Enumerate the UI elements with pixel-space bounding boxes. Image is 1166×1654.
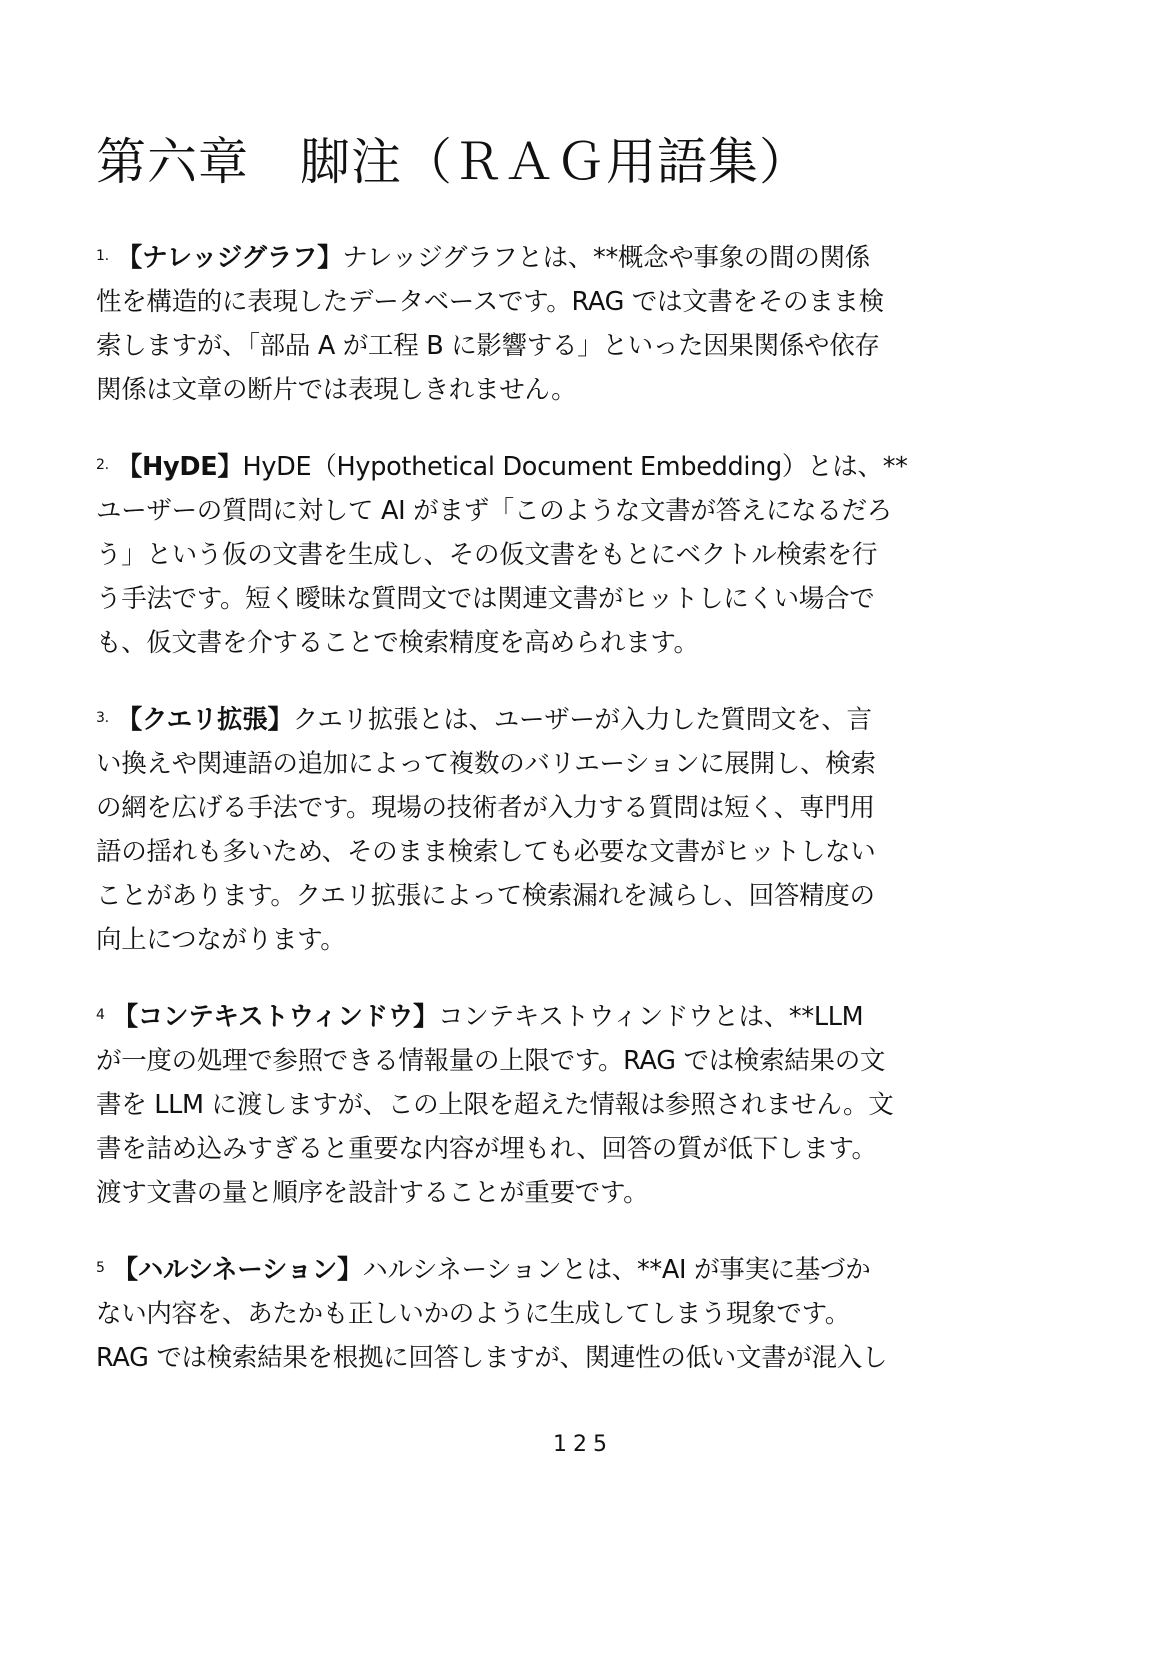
text-line <box>96 1292 1026 1336</box>
footnote-list <box>96 236 1026 1413</box>
text-line <box>96 742 1026 786</box>
text-line <box>96 698 1026 742</box>
text-line <box>96 1083 1026 1127</box>
text-line <box>96 621 1026 665</box>
text-line <box>96 368 1026 412</box>
line-text: 向上につながります。 <box>96 925 346 955</box>
footnote-number: 5 <box>96 1260 105 1276</box>
line-text: 索しますが、「部品 A が工程 B に影響する」といった因果関係や依存 <box>96 331 880 361</box>
text-line <box>96 918 1026 962</box>
text-line <box>96 577 1026 621</box>
line-text: い換えや関連語の追加によって複数のバリエーションに展開し、検索 <box>96 749 876 779</box>
footnote-entry <box>96 236 1026 412</box>
line-text: 書を LLM に渡しますが、この上限を超えた情報は参照されません。文 <box>96 1090 894 1120</box>
text-line <box>96 874 1026 918</box>
footnote-term: 【ナレッジグラフ】 <box>116 243 343 273</box>
text-line <box>96 1127 1026 1171</box>
page-title: 第六章 脚注（ＲＡＧ用語集） <box>96 133 810 191</box>
footnote-number: 3. <box>96 710 109 726</box>
line-text: RAG では検索結果を根拠に回答しますが、関連性の低い文書が混入し <box>96 1343 888 1373</box>
text-line <box>96 236 1026 280</box>
line-text: コンテキストウィンドウとは、**LLM <box>438 1002 864 1032</box>
text-line <box>96 995 1026 1039</box>
text-line <box>96 280 1026 324</box>
footnote-entry <box>96 1248 1026 1380</box>
footnote-number: 1. <box>96 248 109 264</box>
line-text: HyDE（Hypothetical Document Embedding）とは、** <box>242 452 908 482</box>
line-text: ない内容を、あたかも正しいかのように生成してしまう現象です。 <box>96 1299 850 1329</box>
footnote-term: 【コンテキストウィンドウ】 <box>112 1002 439 1032</box>
line-text: の網を広げる手法です。現場の技術者が入力する質問は短く、専門用 <box>96 793 875 823</box>
line-text: う手法です。短く曖昧な質問文では関連文書がヒットしにくい場合で <box>96 584 875 614</box>
line-text: 書を詰め込みすぎると重要な内容が埋もれ、回答の質が低下します。 <box>96 1134 877 1164</box>
footnote-term: 【HyDE】 <box>116 452 243 482</box>
text-line <box>96 1248 1026 1292</box>
footnote-entry <box>96 995 1026 1215</box>
text-line <box>96 1336 1026 1380</box>
line-text: ナレッジグラフとは、**概念や事象の間の関係 <box>342 243 870 273</box>
footnote-term: 【ハルシネーション】 <box>112 1255 363 1285</box>
line-text: う」という仮の文書を生成し、その仮文書をもとにベクトル検索を行 <box>96 540 878 570</box>
line-text: 性を構造的に表現したデータベースです。RAG では文書をそのまま検 <box>96 287 884 317</box>
footnote-number: 4 <box>96 1007 105 1023</box>
line-text: ユーザーの質問に対して AI がまず「このような文書が答えになるだろ <box>96 496 892 526</box>
footnote-term: 【クエリ拡張】 <box>116 705 293 735</box>
footnote-entry <box>96 698 1026 962</box>
line-text: ハルシネーションとは、**AI が事実に基づか <box>362 1255 871 1285</box>
line-text: 関係は文章の断片では表現しきれません。 <box>96 375 577 405</box>
text-line <box>96 830 1026 874</box>
text-line <box>96 445 1026 489</box>
text-line <box>96 786 1026 830</box>
footnote-entry <box>96 445 1026 665</box>
line-text: が一度の処理で参照できる情報量の上限です。RAG では検索結果の文 <box>96 1046 886 1076</box>
line-text: 渡す文書の量と順序を設計することが重要です。 <box>96 1178 649 1208</box>
text-line <box>96 1171 1026 1215</box>
line-text: も、仮文書を介することで検索精度を高められます。 <box>96 628 699 658</box>
text-line <box>96 1039 1026 1083</box>
line-text: クエリ拡張とは、ユーザーが入力した質問文を、言 <box>292 705 872 735</box>
footnote-number: 2. <box>96 457 109 473</box>
text-line <box>96 489 1026 533</box>
page-number: 125 <box>553 1432 613 1457</box>
line-text: 語の揺れも多いため、そのまま検索しても必要な文書がヒットしない <box>96 837 876 867</box>
text-line <box>96 533 1026 577</box>
text-line <box>96 324 1026 368</box>
line-text: ことがあります。クエリ拡張によって検索漏れを減らし、回答精度の <box>96 881 875 911</box>
